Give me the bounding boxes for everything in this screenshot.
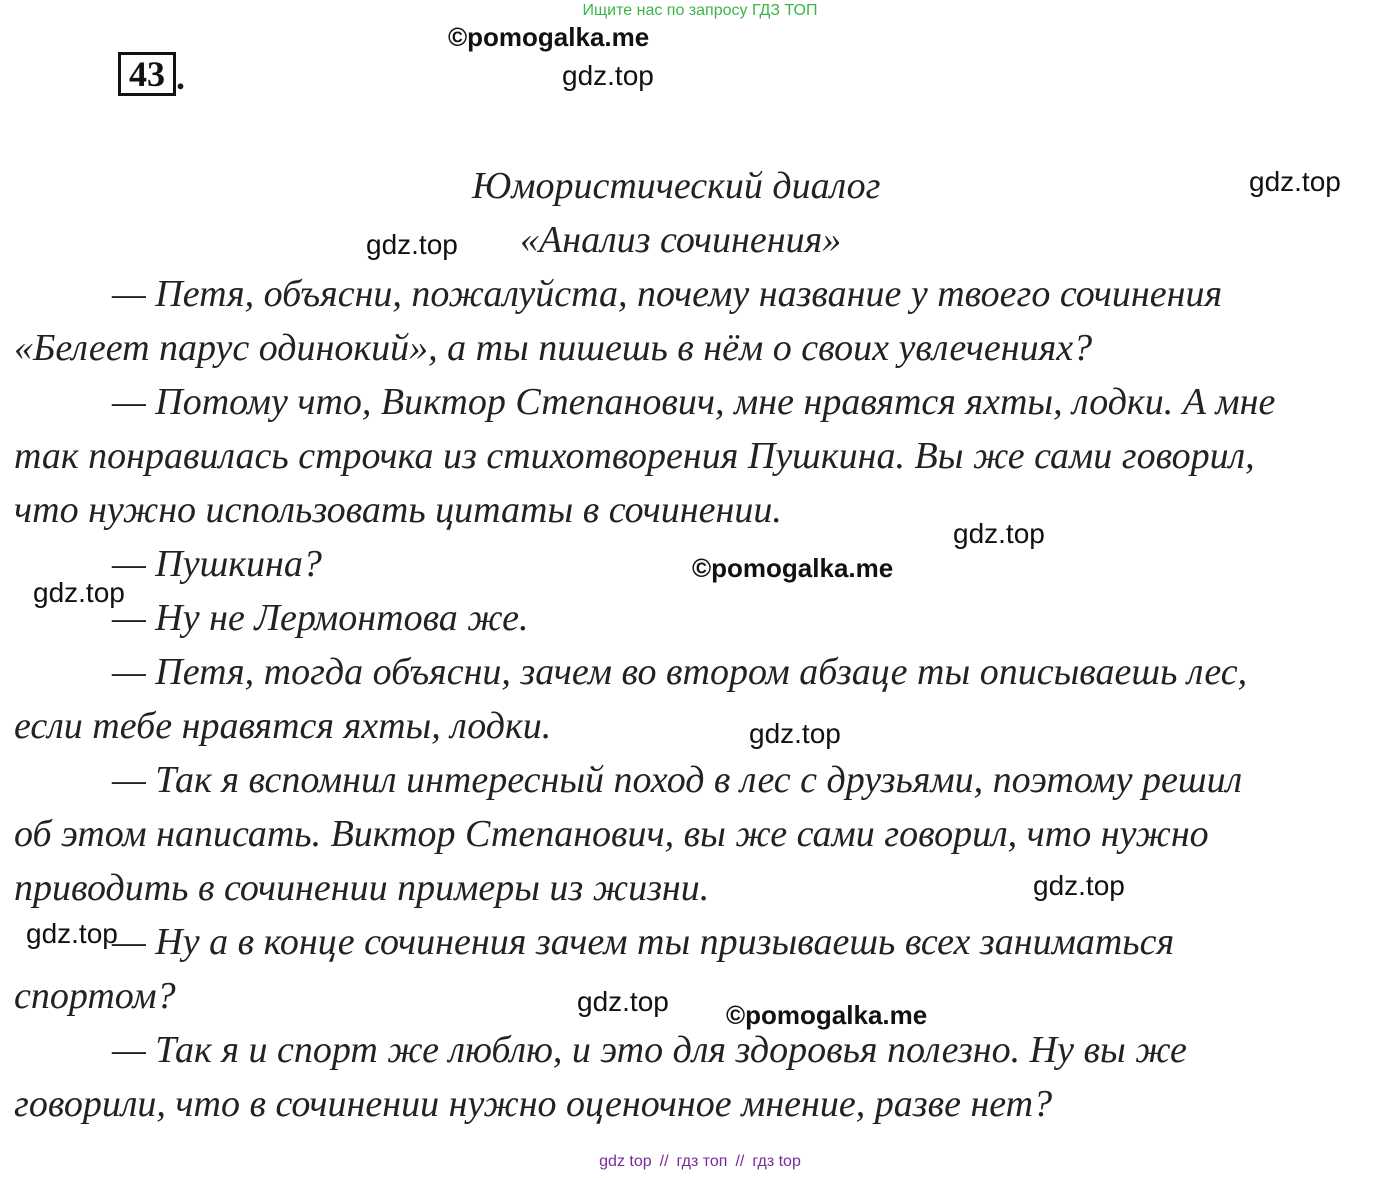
text-line: — Петя, объясни, пожалуйста, почему название у твоего сочинения: [112, 273, 1223, 315]
footer-link[interactable]: гдз top: [752, 1153, 801, 1170]
text-line: так понравилась строчка из стихотворения Пушкина. Вы же сами говорил,: [14, 435, 1255, 477]
watermark-gdz: gdz.top: [562, 60, 654, 91]
text-line: — Ну а в конце сочинения зачем ты призываешь всех заниматься: [112, 921, 1175, 963]
text-line: «Белеет парус одинокий», а ты пишешь в нём о своих увлечениях?: [14, 327, 1093, 369]
text-line: — Петя, тогда объясни, зачем во втором абзаце ты описываешь лес,: [112, 651, 1248, 693]
text-line: спортом?: [14, 975, 176, 1017]
watermark-pomogalka: ©pomogalka.me: [726, 1000, 928, 1030]
footer-links: [0, 1153, 1400, 1171]
text-line: приводить в сочинении примеры из жизни.: [14, 867, 710, 909]
text-line: говорили, что в сочинении нужно оценочное мнение, разве нет?: [14, 1083, 1053, 1125]
text-line: — Ну не Лермонтова же.: [112, 597, 529, 639]
text-line: если тебе нравятся яхты, лодки.: [14, 705, 552, 747]
text-line: об этом написать. Виктор Степанович, вы же сами говорил, что нужно: [14, 813, 1209, 855]
watermark-gdz: gdz.top: [33, 577, 125, 608]
text-line: — Так я вспомнил интересный поход в лес с друзьями, поэтому решил: [112, 759, 1243, 801]
text-line: — Потому что, Виктор Степанович, мне нравятся яхты, лодки. А мне: [112, 381, 1276, 423]
watermark-pomogalka: ©pomogalka.me: [692, 553, 894, 583]
watermark-gdz: gdz.top: [749, 718, 841, 749]
text-line: — Пушкина?: [112, 543, 322, 585]
dialog-title: Юмористический диалог: [472, 165, 881, 207]
watermark-gdz: gdz.top: [26, 918, 118, 949]
text-line: что нужно использовать цитаты в сочинении.: [14, 489, 782, 531]
exercise-number-dot: .: [176, 57, 185, 97]
footer-link[interactable]: gdz top: [599, 1153, 652, 1170]
footer-separator: //: [659, 1153, 669, 1170]
text-line: — Так я и спорт же люблю, и это для здоровья полезно. Ну вы же: [112, 1029, 1187, 1071]
footer-link[interactable]: гдз топ: [676, 1153, 728, 1170]
search-hint: Ищите нас по запросу ГДЗ ТОП: [582, 2, 818, 19]
dialog-subtitle: «Анализ сочинения»: [520, 219, 842, 261]
watermark-gdz: gdz.top: [1033, 870, 1125, 901]
watermark-gdz: gdz.top: [577, 986, 669, 1017]
footer-separator: //: [735, 1153, 745, 1170]
watermark-gdz: gdz.top: [953, 518, 1045, 549]
exercise-number-box: 43: [118, 52, 176, 96]
watermark-gdz: gdz.top: [366, 229, 458, 260]
watermark-gdz: gdz.top: [1249, 166, 1341, 197]
exercise-number: [118, 52, 185, 96]
watermark-pomogalka: ©pomogalka.me: [448, 22, 650, 52]
